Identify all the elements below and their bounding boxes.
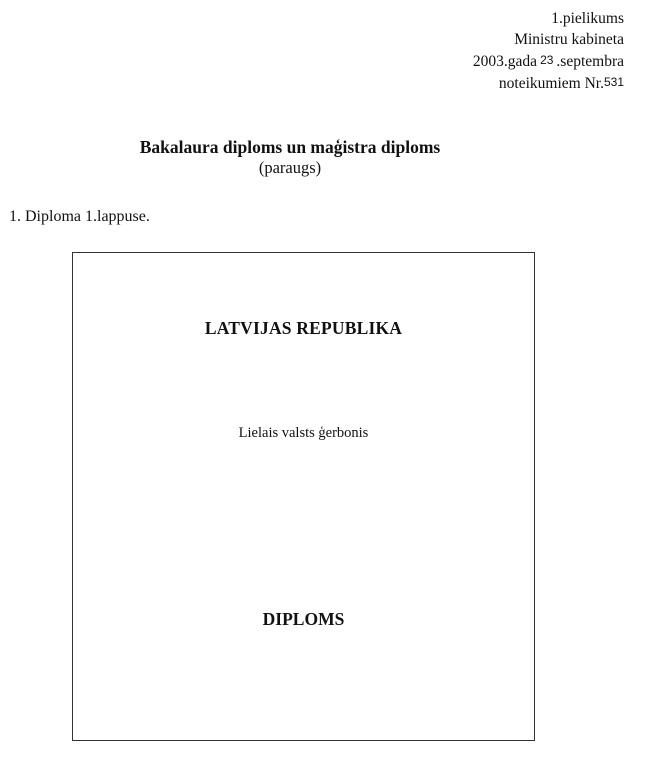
document-title-block [0,137,580,178]
section-heading: 1. Diploma 1.lappuse. [9,208,150,225]
annex-regulation-label: noteikumiem Nr. [498,75,604,92]
annex-number: 1.pielikums [551,10,624,27]
diploma-heading: DIPLOMS [262,609,345,629]
document-subtitle: (paraugs) [258,158,322,177]
annex-date [473,50,624,72]
document-title: Bakalaura diploms un maģistra diploms [139,137,441,157]
annex-regulation-number: 531 [603,75,624,89]
annex-regulation [473,72,624,94]
coat-of-arms-placeholder: Lielais valsts ģerbonis [238,425,369,441]
annex-date-year: 2003.gada [472,53,538,70]
annex-date-month: .septembra [556,53,624,70]
annex-issuer: Ministru kabineta [514,31,624,48]
diploma-page-frame [72,252,535,741]
country-name: LATVIJAS REPUBLIKA [204,318,403,338]
annex-reference [473,8,624,94]
annex-date-day: 23 [540,53,554,67]
